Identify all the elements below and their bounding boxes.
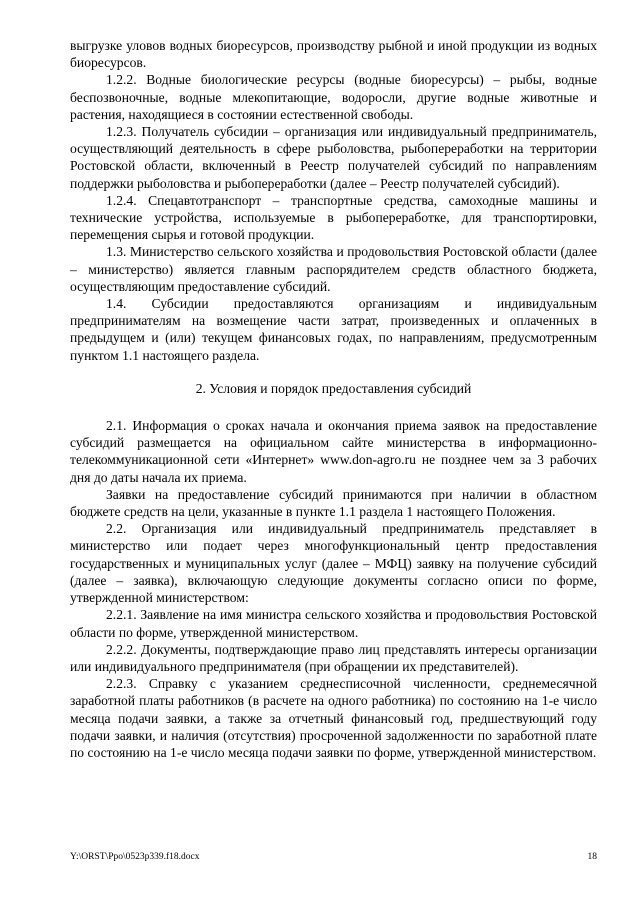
paragraph-1-3: 1.3. Министерство сельского хозяйства и продовольствия Ростовской области (далее – министерство) является главным распорядителем средств областного бюджета, осуществляющим предоставление субсидий. bbox=[70, 244, 597, 294]
paragraph-2-2: 2.2. Организация или индивидуальный предприниматель представляет в министерство или подает через многофункциональный центр предоставления государственных и муниципальных услуг (далее – МФЦ) заявку на получение субсидий (далее – заявка), включающую следующие документы согласно описи по форме, утвержденной министерством: bbox=[70, 521, 597, 606]
paragraph-2-2-3: 2.2.3. Справку с указанием среднесписочной численности, среднемесячной заработной платы работников (в расчете на одного работника) по состоянию на 1-е число месяца подачи заявки, а также за отчетный финансовый год, предшествующий году подачи заявки, и наличия (отсутствия) просроченной задолженности по заработной плате по состоянию на 1-е число месяца подачи заявки по форме, утвержденной министерством. bbox=[70, 676, 597, 760]
paragraph-1-2-3: 1.2.3. Получатель субсидии – организация или индивидуальный предприниматель, осуществляющий деятельность в сфере рыболовства, рыбопереработки на территории Ростовской области, включенный в Реестр получателей субсидий по направлениям поддержки рыболовства и рыбопереработки (далее – Реестр получателей субсидий). bbox=[70, 124, 597, 191]
paragraph-2-1: 2.1. Информация о сроках начала и окончания приема заявок на предоставление субсидий размещается на официальном сайте министерства в информационно-телекоммуникационной сети «Интернет» www.don-agro.ru не позднее чем за 3 рабочих дня до даты начала их приема. bbox=[70, 418, 597, 485]
page-footer bbox=[70, 852, 597, 862]
paragraph-1-4: 1.4. Субсидии предоставляются организациям и индивидуальным предпринимателям на возмещение части затрат, произведенных и оплаченных в предыдущем и (или) текущем финансовых годах, по направлениям, предусмотренным пунктом 1.1 настоящего раздела. bbox=[70, 296, 597, 363]
paragraph-continuation: выгрузке уловов водных биоресурсов, производству рыбной и иной продукции из водных биоресурсов. bbox=[70, 38, 597, 71]
paragraph-applications: Заявки на предоставление субсидий принимаются при наличии в областном бюджете средств на цели, указанные в пункте 1.1 раздела 1 настоящего Положения. bbox=[70, 486, 597, 520]
paragraph-2-2-1: 2.2.1. Заявление на имя министра сельского хозяйства и продовольствия Ростовской области по форме, утвержденной министерством. bbox=[70, 607, 597, 640]
paragraph-1-2-2: 1.2.2. Водные биологические ресурсы (водные биоресурсы) – рыбы, водные беспозвоночные, водные млекопитающие, водоросли, другие водные животные и растения, находящиеся в состоянии естественной свободы. bbox=[70, 72, 597, 122]
paragraph-2-2-2: 2.2.2. Документы, подтверждающие право лиц представлять интересы организации или индивидуального предпринимателя (при обращении их представителей). bbox=[70, 641, 597, 674]
section-heading: 2. Условия и порядок предоставления субсидий bbox=[195, 380, 472, 396]
page-number: 18 bbox=[587, 852, 597, 862]
paragraph-1-2-4: 1.2.4. Спецавтотранспорт – транспортные средства, самоходные машины и технические устройства, используемые в рыбопереработке, для транспортировки, перемещения сырья и готовой продукции. bbox=[70, 192, 597, 243]
document-body bbox=[70, 37, 597, 761]
file-path: Y:\ORST\Ppo\0523p339.f18.docx bbox=[70, 852, 200, 862]
